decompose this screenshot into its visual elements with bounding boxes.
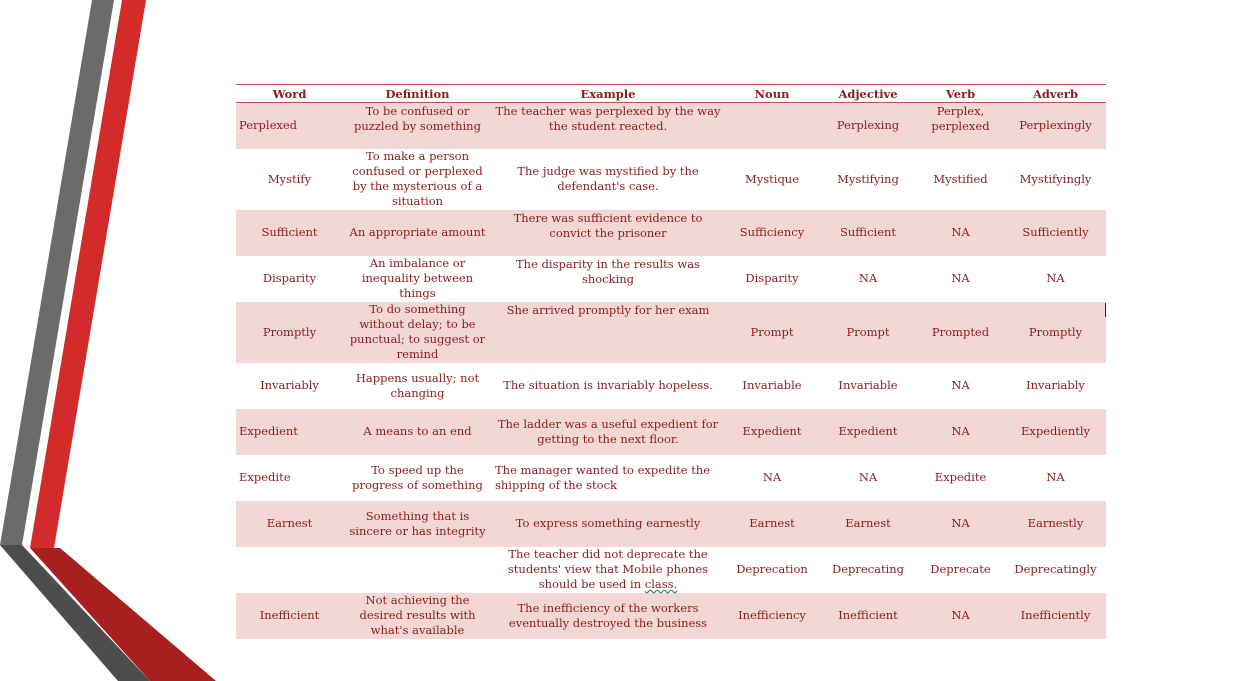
cell-definition: An imbalance or inequality between things [343,256,492,302]
table-row [236,210,1106,256]
cell-example: The judge was mystified by the defendant's case. [492,149,724,210]
cell-example: The manager wanted to expedite the shipping of the stock [492,455,724,501]
cell-adjective: Deprecating [820,547,916,593]
cell-noun: NA [724,455,820,501]
cell-word: Inefficient [236,593,343,639]
table-row [236,547,1106,593]
cell-noun: Deprecation [724,547,820,593]
cell-example: To express something earnestly [492,501,724,547]
cell-verb: Deprecate [916,547,1005,593]
cell-verb: Prompted [916,302,1005,363]
table-row [236,593,1106,639]
cell-adverb: Perplexingly [1005,103,1106,149]
cell-adverb: NA [1005,256,1106,302]
cell-noun: Inefficiency [724,593,820,639]
cell-definition: To make a person confused or perplexed by the mysterious of a situation [343,149,492,210]
cell-adverb: Invariably [1005,363,1106,409]
table-row [236,302,1106,363]
cell-example: There was sufficient evidence to convict the prisoner [492,210,724,256]
cell-adjective: NA [820,455,916,501]
cell-noun: Prompt [724,302,820,363]
cell-example: The ladder was a useful expedient for getting to the next floor. [492,409,724,455]
cell-adverb: Earnestly [1005,501,1106,547]
cell-adjective: Sufficient [820,210,916,256]
cell-adjective: Inefficient [820,593,916,639]
cell-adverb: Deprecatingly [1005,547,1106,593]
cell-noun: Earnest [724,501,820,547]
cell-word: Expedite [236,455,343,501]
cell-adverb: Promptly [1005,302,1106,363]
table-row [236,149,1106,210]
cell-definition: Not achieving the desired results with what's available [343,593,492,639]
cell-word: Sufficient [236,210,343,256]
cell-example: She arrived promptly for her exam [492,302,724,363]
cell-adjective: Perplexing [820,103,916,149]
cell-word: Invariably [236,363,343,409]
cell-verb: NA [916,256,1005,302]
cell-definition: To be confused or puzzled by something [343,103,492,149]
cell-word: Expedient [236,409,343,455]
cell-verb: NA [916,210,1005,256]
cell-word: Earnest [236,501,343,547]
cell-definition: An appropriate amount [343,210,492,256]
cell-adjective: Prompt [820,302,916,363]
vocabulary-table [236,84,1106,639]
cell-verb: Mystified [916,149,1005,210]
cell-noun [724,103,820,149]
cell-adjective: Mystifying [820,149,916,210]
header-adjective: Adjective [820,85,916,103]
cell-verb: NA [916,409,1005,455]
cell-adverb: Inefficiently [1005,593,1106,639]
table-row [236,256,1106,302]
cell-noun: Mystique [724,149,820,210]
table-row [236,363,1106,409]
cell-verb: NA [916,593,1005,639]
cell-adjective: NA [820,256,916,302]
cell-example: The teacher was perplexed by the way the student reacted. [492,103,724,149]
header-example: Example [492,85,724,103]
cell-adjective: Expedient [820,409,916,455]
cell-word: Perplexed [236,103,343,149]
cell-verb: NA [916,363,1005,409]
table-row [236,103,1106,149]
header-verb: Verb [916,85,1005,103]
table-row [236,501,1106,547]
example-text: The teacher did not deprecate the students' view that Mobile phones should be used in [507,547,709,591]
cell-word: Promptly [236,302,343,363]
cell-example: The situation is invariably hopeless. [492,363,724,409]
cell-adjective: Earnest [820,501,916,547]
header-adverb: Adverb [1005,85,1106,103]
table-row [236,455,1106,501]
cell-example: The inefficiency of the workers eventually destroyed the business [492,593,724,639]
header-noun: Noun [724,85,820,103]
cell-verb: NA [916,501,1005,547]
cell-noun: Disparity [724,256,820,302]
cell-definition: Something that is sincere or has integrity [343,501,492,547]
cell-word [236,547,343,593]
spellcheck-marked-word: class. [644,577,678,591]
cell-example: The disparity in the results was shocking [492,256,724,302]
header-word: Word [236,85,343,103]
cell-noun: Expedient [724,409,820,455]
decorative-stripes [0,0,240,681]
cell-definition: To do something without delay; to be punctual; to suggest or remind [343,302,492,363]
cell-definition [343,547,492,593]
cell-word: Mystify [236,149,343,210]
cell-definition: Happens usually; not changing [343,363,492,409]
vocabulary-table-wrapper [236,84,1106,639]
cell-adverb: Expediently [1005,409,1106,455]
cell-verb: Perplex, perplexed [916,103,1005,149]
cell-word: Disparity [236,256,343,302]
header-definition: Definition [343,85,492,103]
cell-adverb: Mystifyingly [1005,149,1106,210]
cell-noun: Invariable [724,363,820,409]
header-row [236,85,1106,103]
cell-noun: Sufficiency [724,210,820,256]
cell-adjective: Invariable [820,363,916,409]
text-cursor [1105,303,1106,317]
cell-definition: To speed up the progress of something [343,455,492,501]
cell-verb: Expedite [916,455,1005,501]
cell-example [492,547,724,593]
cell-definition: A means to an end [343,409,492,455]
table-row [236,409,1106,455]
cell-adverb: Sufficiently [1005,210,1106,256]
cell-adverb: NA [1005,455,1106,501]
